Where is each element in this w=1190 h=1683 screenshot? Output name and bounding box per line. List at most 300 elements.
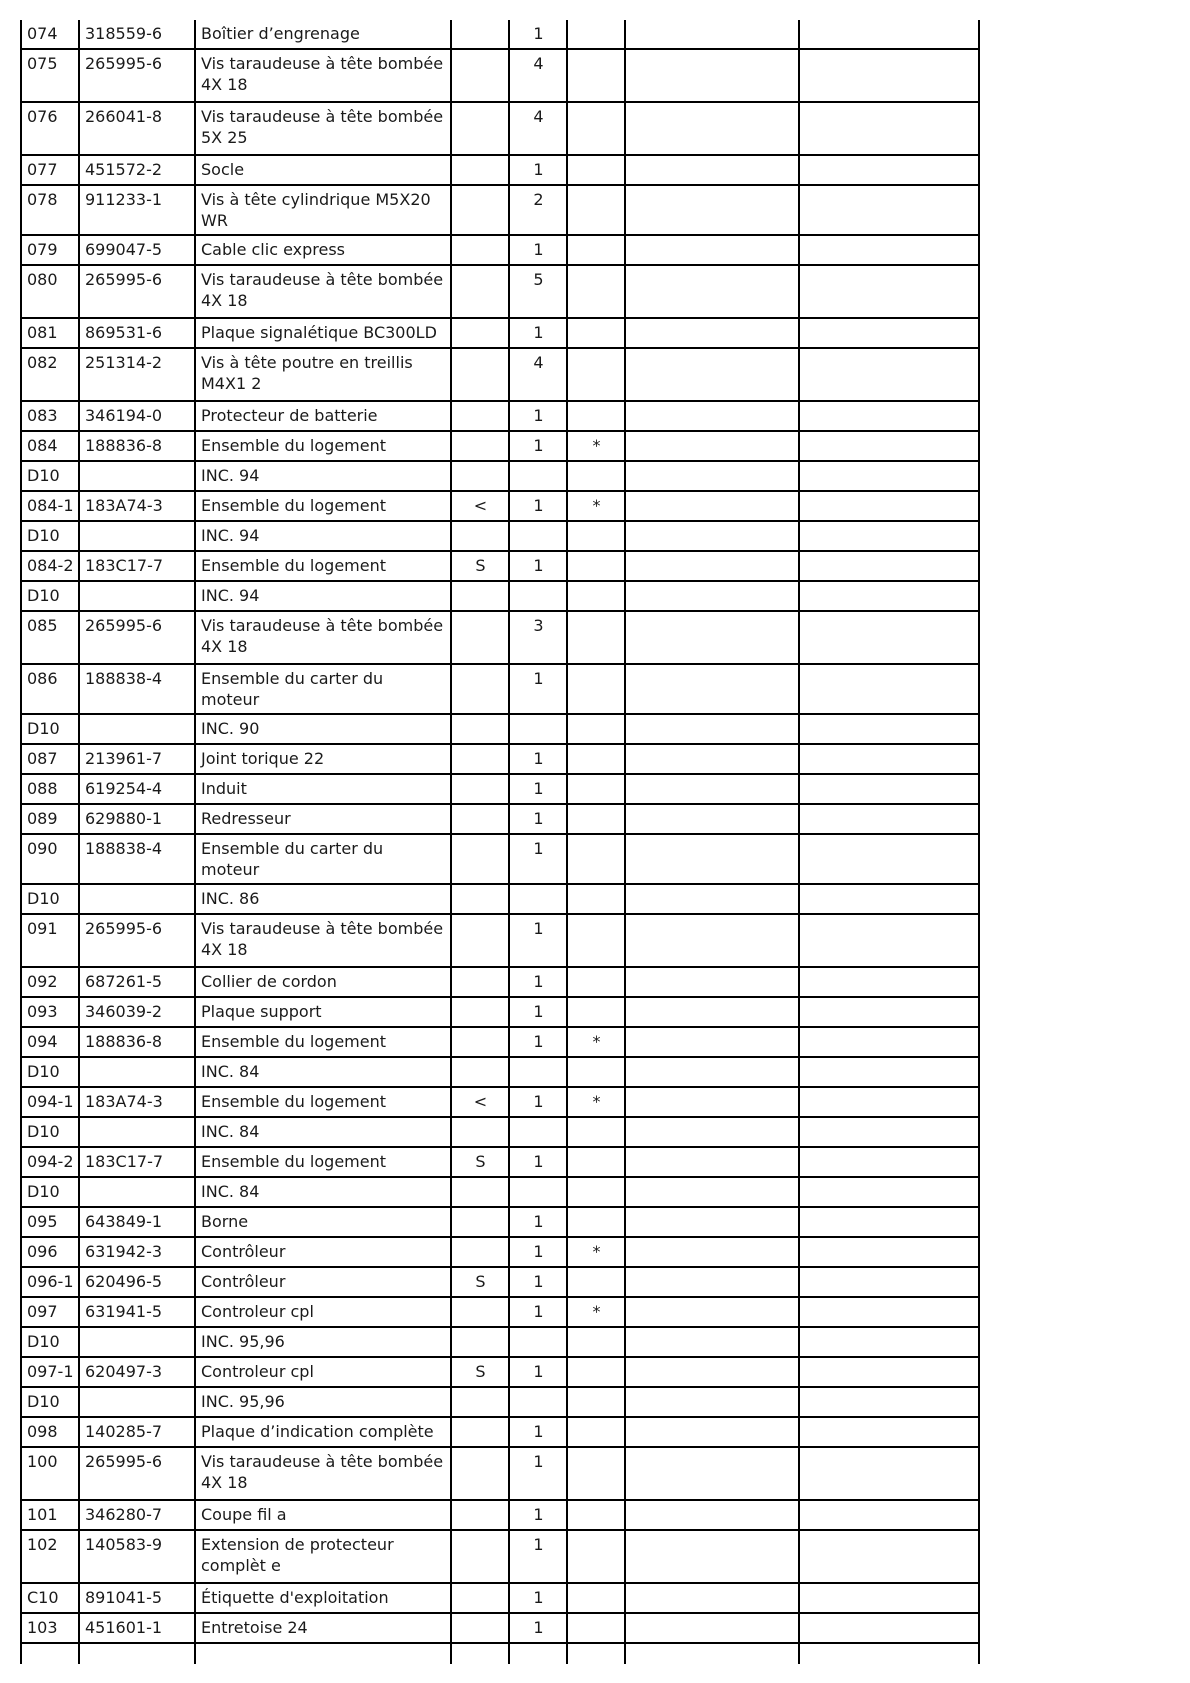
table-row <box>21 1327 979 1357</box>
extra-cell-2 <box>799 664 979 714</box>
item-number-cell: 101 <box>21 1500 79 1530</box>
item-number-cell: 095 <box>21 1207 79 1237</box>
quantity-cell: 1 <box>509 1297 567 1327</box>
part-number-cell: 699047-5 <box>79 235 195 265</box>
extra-cell-1 <box>625 1207 799 1237</box>
extra-cell-1 <box>625 155 799 185</box>
item-number-cell: 091 <box>21 914 79 967</box>
description-cell: Vis taraudeuse à tête bombée 4X 18 <box>195 265 451 318</box>
extra-cell-1 <box>625 774 799 804</box>
item-number-cell: 086 <box>21 664 79 714</box>
description-cell: Vis taraudeuse à tête bombée 4X 18 <box>195 49 451 102</box>
description-cell: Induit <box>195 774 451 804</box>
item-number-cell: 075 <box>21 49 79 102</box>
table-row <box>21 1500 979 1530</box>
change-flag-cell <box>451 185 509 235</box>
table-row <box>21 1087 979 1117</box>
part-number-cell: 346194-0 <box>79 401 195 431</box>
description-cell: Ensemble du logement <box>195 1147 451 1177</box>
extra-cell-2 <box>799 185 979 235</box>
table-row <box>21 102 979 155</box>
note-marker-cell: * <box>567 1297 625 1327</box>
extra-cell-2 <box>799 461 979 491</box>
description-cell: Ensemble du logement <box>195 551 451 581</box>
extra-cell-2 <box>799 1357 979 1387</box>
quantity-cell: 1 <box>509 1417 567 1447</box>
description-cell: Ensemble du carter du moteur <box>195 664 451 714</box>
empty-cell <box>509 1643 567 1664</box>
item-number-cell: D10 <box>21 1177 79 1207</box>
extra-cell-2 <box>799 1583 979 1613</box>
change-flag-cell <box>451 744 509 774</box>
quantity-cell: 1 <box>509 235 567 265</box>
note-marker-cell <box>567 744 625 774</box>
table-row <box>21 967 979 997</box>
quantity-cell: 1 <box>509 1237 567 1267</box>
item-number-cell: 080 <box>21 265 79 318</box>
quantity-cell: 1 <box>509 1357 567 1387</box>
extra-cell-1 <box>625 1267 799 1297</box>
item-number-cell: 084-1 <box>21 491 79 521</box>
description-cell: Plaque support <box>195 997 451 1027</box>
table-row <box>21 884 979 914</box>
extra-cell-1 <box>625 348 799 401</box>
change-flag-cell <box>451 804 509 834</box>
extra-cell-1 <box>625 664 799 714</box>
extra-cell-1 <box>625 521 799 551</box>
part-number-cell: 451572-2 <box>79 155 195 185</box>
quantity-cell: 1 <box>509 1087 567 1117</box>
description-cell: Ensemble du logement <box>195 1087 451 1117</box>
change-flag-cell <box>451 914 509 967</box>
part-number-cell: 188836-8 <box>79 431 195 461</box>
note-marker-cell <box>567 714 625 744</box>
description-cell: Collier de cordon <box>195 967 451 997</box>
extra-cell-2 <box>799 744 979 774</box>
item-number-cell: 097-1 <box>21 1357 79 1387</box>
description-cell: Vis à tête cylindrique M5X20 WR <box>195 185 451 235</box>
empty-cell <box>21 1643 79 1664</box>
extra-cell-2 <box>799 1057 979 1087</box>
extra-cell-1 <box>625 1177 799 1207</box>
item-number-cell: C10 <box>21 1583 79 1613</box>
part-number-cell <box>79 1177 195 1207</box>
change-flag-cell: < <box>451 491 509 521</box>
quantity-cell <box>509 1387 567 1417</box>
quantity-cell: 1 <box>509 155 567 185</box>
quantity-cell: 1 <box>509 1147 567 1177</box>
change-flag-cell <box>451 1500 509 1530</box>
extra-cell-1 <box>625 967 799 997</box>
extra-cell-1 <box>625 401 799 431</box>
table-row <box>21 1267 979 1297</box>
extra-cell-2 <box>799 1177 979 1207</box>
note-marker-cell <box>567 1530 625 1583</box>
note-marker-cell <box>567 1207 625 1237</box>
table-row <box>21 1147 979 1177</box>
quantity-cell <box>509 1327 567 1357</box>
note-marker-cell <box>567 265 625 318</box>
note-marker-cell <box>567 611 625 664</box>
quantity-cell: 4 <box>509 348 567 401</box>
extra-cell-1 <box>625 1027 799 1057</box>
part-number-cell: 266041-8 <box>79 102 195 155</box>
quantity-cell: 1 <box>509 1447 567 1500</box>
quantity-cell <box>509 884 567 914</box>
change-flag-cell: S <box>451 551 509 581</box>
description-cell: Contrôleur <box>195 1267 451 1297</box>
extra-cell-1 <box>625 49 799 102</box>
extra-cell-1 <box>625 1147 799 1177</box>
note-marker-cell <box>567 997 625 1027</box>
item-number-cell: 096-1 <box>21 1267 79 1297</box>
description-cell: Entretoise 24 <box>195 1613 451 1643</box>
part-number-cell: 631942-3 <box>79 1237 195 1267</box>
quantity-cell: 1 <box>509 1027 567 1057</box>
change-flag-cell <box>451 1117 509 1147</box>
table-row <box>21 664 979 714</box>
description-cell: Controleur cpl <box>195 1297 451 1327</box>
note-marker-cell <box>567 1117 625 1147</box>
note-marker-cell <box>567 521 625 551</box>
extra-cell-2 <box>799 1387 979 1417</box>
item-number-cell: D10 <box>21 581 79 611</box>
part-number-cell: 869531-6 <box>79 318 195 348</box>
extra-cell-1 <box>625 834 799 884</box>
extra-cell-1 <box>625 1357 799 1387</box>
change-flag-cell: S <box>451 1357 509 1387</box>
change-flag-cell <box>451 1237 509 1267</box>
change-flag-cell <box>451 884 509 914</box>
item-number-cell: D10 <box>21 461 79 491</box>
note-marker-cell: * <box>567 1027 625 1057</box>
note-marker-cell <box>567 1267 625 1297</box>
change-flag-cell <box>451 1057 509 1087</box>
change-flag-cell: < <box>451 1087 509 1117</box>
table-row <box>21 49 979 102</box>
item-number-cell: 074 <box>21 20 79 49</box>
description-cell: Redresseur <box>195 804 451 834</box>
part-number-cell <box>79 1057 195 1087</box>
quantity-cell <box>509 1057 567 1087</box>
extra-cell-1 <box>625 1297 799 1327</box>
extra-cell-2 <box>799 1613 979 1643</box>
change-flag-cell <box>451 1327 509 1357</box>
item-number-cell: 103 <box>21 1613 79 1643</box>
table-row <box>21 1447 979 1500</box>
part-number-cell <box>79 1327 195 1357</box>
note-marker-cell <box>567 884 625 914</box>
description-cell: INC. 95,96 <box>195 1387 451 1417</box>
extra-cell-1 <box>625 914 799 967</box>
change-flag-cell <box>451 611 509 664</box>
part-number-cell: 265995-6 <box>79 265 195 318</box>
table-row <box>21 1057 979 1087</box>
description-cell: Borne <box>195 1207 451 1237</box>
item-number-cell: 092 <box>21 967 79 997</box>
note-marker-cell <box>567 185 625 235</box>
description-cell: Vis taraudeuse à tête bombée 4X 18 <box>195 1447 451 1500</box>
description-cell: INC. 94 <box>195 521 451 551</box>
description-cell: Extension de protecteur complèt e <box>195 1530 451 1583</box>
note-marker-cell <box>567 1147 625 1177</box>
extra-cell-2 <box>799 997 979 1027</box>
table-row <box>21 914 979 967</box>
extra-cell-2 <box>799 1207 979 1237</box>
quantity-cell: 1 <box>509 401 567 431</box>
extra-cell-1 <box>625 997 799 1027</box>
item-number-cell: D10 <box>21 1117 79 1147</box>
description-cell: Plaque signalétique BC300LD <box>195 318 451 348</box>
table-row <box>21 714 979 744</box>
parts-table <box>20 20 980 1664</box>
table-row <box>21 155 979 185</box>
change-flag-cell <box>451 581 509 611</box>
extra-cell-2 <box>799 774 979 804</box>
extra-cell-1 <box>625 1327 799 1357</box>
table-row-continued <box>21 1643 979 1664</box>
quantity-cell <box>509 581 567 611</box>
description-cell: INC. 94 <box>195 461 451 491</box>
change-flag-cell <box>451 834 509 884</box>
item-number-cell: D10 <box>21 521 79 551</box>
item-number-cell: 078 <box>21 185 79 235</box>
table-row <box>21 491 979 521</box>
table-row <box>21 1613 979 1643</box>
description-cell: Vis taraudeuse à tête bombée 4X 18 <box>195 611 451 664</box>
note-marker-cell <box>567 235 625 265</box>
quantity-cell: 1 <box>509 1267 567 1297</box>
item-number-cell: 088 <box>21 774 79 804</box>
quantity-cell: 1 <box>509 1207 567 1237</box>
quantity-cell: 1 <box>509 774 567 804</box>
part-number-cell: 346039-2 <box>79 997 195 1027</box>
change-flag-cell <box>451 235 509 265</box>
part-number-cell: 891041-5 <box>79 1583 195 1613</box>
item-number-cell: 102 <box>21 1530 79 1583</box>
change-flag-cell <box>451 1387 509 1417</box>
extra-cell-1 <box>625 1530 799 1583</box>
note-marker-cell <box>567 401 625 431</box>
extra-cell-1 <box>625 1117 799 1147</box>
quantity-cell: 1 <box>509 1500 567 1530</box>
table-row <box>21 1177 979 1207</box>
extra-cell-1 <box>625 1417 799 1447</box>
change-flag-cell: S <box>451 1267 509 1297</box>
extra-cell-1 <box>625 1583 799 1613</box>
item-number-cell: 098 <box>21 1417 79 1447</box>
change-flag-cell <box>451 1447 509 1500</box>
item-number-cell: 087 <box>21 744 79 774</box>
item-number-cell: 093 <box>21 997 79 1027</box>
extra-cell-2 <box>799 491 979 521</box>
note-marker-cell <box>567 834 625 884</box>
table-row <box>21 1583 979 1613</box>
change-flag-cell <box>451 1417 509 1447</box>
extra-cell-2 <box>799 884 979 914</box>
empty-cell <box>195 1643 451 1664</box>
part-number-cell: 265995-6 <box>79 1447 195 1500</box>
note-marker-cell: * <box>567 491 625 521</box>
change-flag-cell <box>451 967 509 997</box>
empty-cell <box>567 1643 625 1664</box>
item-number-cell: D10 <box>21 1387 79 1417</box>
extra-cell-2 <box>799 834 979 884</box>
part-number-cell: 251314-2 <box>79 348 195 401</box>
note-marker-cell <box>567 348 625 401</box>
extra-cell-1 <box>625 804 799 834</box>
change-flag-cell <box>451 318 509 348</box>
table-row <box>21 20 979 49</box>
item-number-cell: 082 <box>21 348 79 401</box>
description-cell: Boîtier d’engrenage <box>195 20 451 49</box>
quantity-cell: 1 <box>509 1583 567 1613</box>
change-flag-cell <box>451 774 509 804</box>
description-cell: INC. 84 <box>195 1117 451 1147</box>
table-row <box>21 401 979 431</box>
item-number-cell: 090 <box>21 834 79 884</box>
part-number-cell <box>79 461 195 491</box>
part-number-cell: 687261-5 <box>79 967 195 997</box>
note-marker-cell <box>567 1327 625 1357</box>
quantity-cell: 3 <box>509 611 567 664</box>
quantity-cell: 1 <box>509 20 567 49</box>
empty-cell <box>799 1643 979 1664</box>
part-number-cell: 265995-6 <box>79 914 195 967</box>
table-row <box>21 431 979 461</box>
extra-cell-2 <box>799 1327 979 1357</box>
note-marker-cell <box>567 1357 625 1387</box>
note-marker-cell <box>567 551 625 581</box>
description-cell: Coupe fil a <box>195 1500 451 1530</box>
extra-cell-2 <box>799 102 979 155</box>
note-marker-cell <box>567 914 625 967</box>
extra-cell-1 <box>625 744 799 774</box>
item-number-cell: 083 <box>21 401 79 431</box>
item-number-cell: 077 <box>21 155 79 185</box>
note-marker-cell <box>567 102 625 155</box>
table-row <box>21 265 979 318</box>
change-flag-cell <box>451 521 509 551</box>
extra-cell-2 <box>799 1237 979 1267</box>
extra-cell-1 <box>625 318 799 348</box>
quantity-cell: 1 <box>509 834 567 884</box>
change-flag-cell <box>451 49 509 102</box>
part-number-cell: 213961-7 <box>79 744 195 774</box>
change-flag-cell <box>451 1177 509 1207</box>
parts-list-page <box>20 20 978 1664</box>
table-row <box>21 521 979 551</box>
extra-cell-1 <box>625 461 799 491</box>
extra-cell-1 <box>625 1447 799 1500</box>
empty-cell <box>79 1643 195 1664</box>
extra-cell-2 <box>799 1417 979 1447</box>
change-flag-cell <box>451 102 509 155</box>
part-number-cell: 188838-4 <box>79 664 195 714</box>
extra-cell-2 <box>799 1297 979 1327</box>
quantity-cell: 1 <box>509 664 567 714</box>
quantity-cell: 4 <box>509 102 567 155</box>
change-flag-cell <box>451 997 509 1027</box>
item-number-cell: D10 <box>21 1057 79 1087</box>
extra-cell-1 <box>625 1613 799 1643</box>
item-number-cell: 094-1 <box>21 1087 79 1117</box>
extra-cell-1 <box>625 714 799 744</box>
extra-cell-2 <box>799 49 979 102</box>
item-number-cell: 076 <box>21 102 79 155</box>
change-flag-cell <box>451 461 509 491</box>
table-row <box>21 1387 979 1417</box>
description-cell: Ensemble du logement <box>195 491 451 521</box>
table-row <box>21 1027 979 1057</box>
note-marker-cell <box>567 49 625 102</box>
extra-cell-2 <box>799 235 979 265</box>
note-marker-cell <box>567 1177 625 1207</box>
extra-cell-2 <box>799 714 979 744</box>
change-flag-cell <box>451 1207 509 1237</box>
description-cell: INC. 90 <box>195 714 451 744</box>
extra-cell-2 <box>799 967 979 997</box>
extra-cell-1 <box>625 431 799 461</box>
description-cell: INC. 84 <box>195 1057 451 1087</box>
note-marker-cell <box>567 804 625 834</box>
note-marker-cell <box>567 318 625 348</box>
change-flag-cell <box>451 1297 509 1327</box>
part-number-cell: 188836-8 <box>79 1027 195 1057</box>
extra-cell-2 <box>799 401 979 431</box>
note-marker-cell <box>567 1500 625 1530</box>
note-marker-cell <box>567 1583 625 1613</box>
description-cell: Ensemble du logement <box>195 431 451 461</box>
table-row <box>21 318 979 348</box>
part-number-cell: 620497-3 <box>79 1357 195 1387</box>
change-flag-cell <box>451 431 509 461</box>
table-row <box>21 1207 979 1237</box>
quantity-cell <box>509 521 567 551</box>
extra-cell-2 <box>799 20 979 49</box>
note-marker-cell <box>567 664 625 714</box>
item-number-cell: D10 <box>21 714 79 744</box>
table-row <box>21 997 979 1027</box>
change-flag-cell <box>451 1613 509 1643</box>
extra-cell-2 <box>799 1500 979 1530</box>
change-flag-cell <box>451 401 509 431</box>
change-flag-cell <box>451 664 509 714</box>
description-cell: Ensemble du carter du moteur <box>195 834 451 884</box>
change-flag-cell <box>451 155 509 185</box>
change-flag-cell <box>451 1530 509 1583</box>
extra-cell-1 <box>625 611 799 664</box>
extra-cell-1 <box>625 1237 799 1267</box>
description-cell: INC. 84 <box>195 1177 451 1207</box>
note-marker-cell <box>567 1057 625 1087</box>
extra-cell-2 <box>799 551 979 581</box>
part-number-cell: 629880-1 <box>79 804 195 834</box>
extra-cell-2 <box>799 348 979 401</box>
quantity-cell: 1 <box>509 744 567 774</box>
part-number-cell: 183A74-3 <box>79 1087 195 1117</box>
extra-cell-2 <box>799 155 979 185</box>
description-cell: Contrôleur <box>195 1237 451 1267</box>
extra-cell-2 <box>799 265 979 318</box>
note-marker-cell <box>567 1387 625 1417</box>
extra-cell-1 <box>625 1387 799 1417</box>
description-cell: Controleur cpl <box>195 1357 451 1387</box>
quantity-cell: 1 <box>509 1530 567 1583</box>
extra-cell-1 <box>625 551 799 581</box>
item-number-cell: 079 <box>21 235 79 265</box>
table-row <box>21 744 979 774</box>
